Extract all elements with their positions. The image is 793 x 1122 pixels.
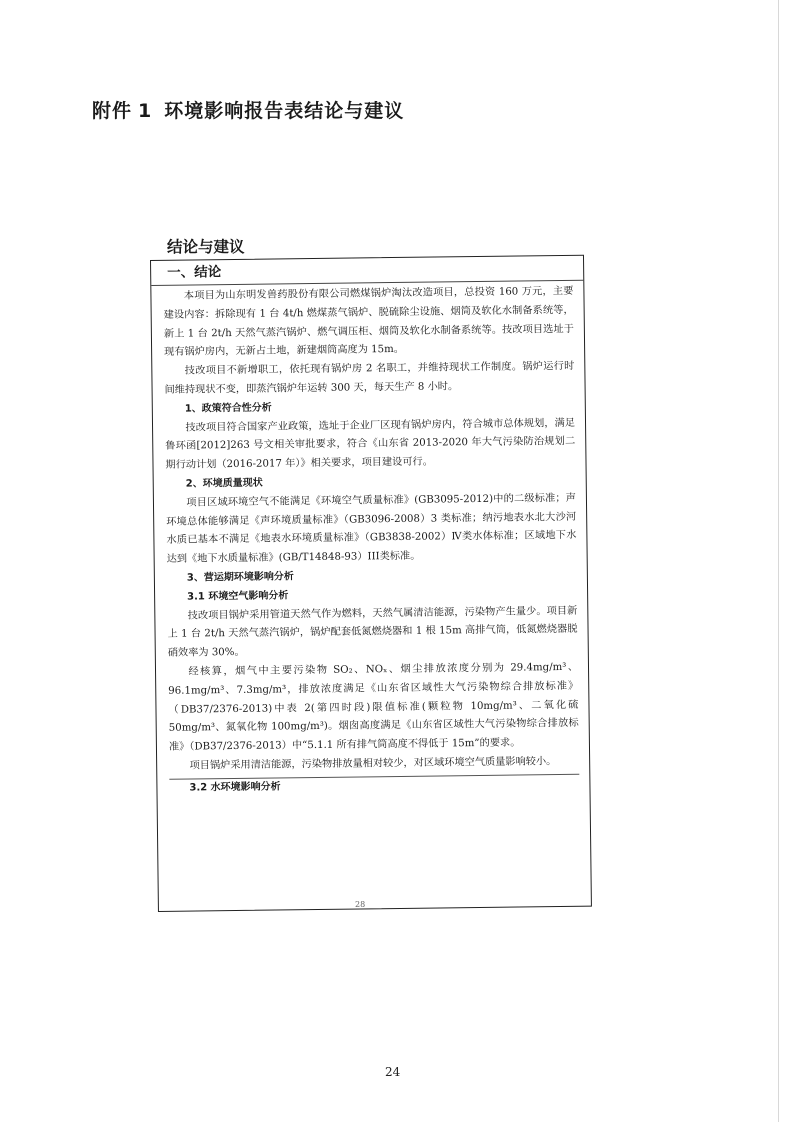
paragraph: 技改项目锅炉采用管道天然气作为燃料，天然气属清洁能源，污染物产生量少。项目新上 1 台 2t/h 天然气蒸汽锅炉，锅炉配套低氮燃烧器和 1 根 15m 高排气筒，低氮燃烧器脱硝效率为 30%。: [167, 605, 578, 659]
conclusion-box-header: 一、结论: [151, 256, 583, 286]
policy-heading: 1、政策符合性分析: [184, 402, 272, 415]
section-heading: 结论与建议: [167, 238, 245, 256]
quality-heading: 2、环境质量现状: [185, 477, 263, 490]
paragraph: 项目锅炉采用清洁能源，污染物排放量相对较少，对区域环境空气质量影响较小。: [189, 755, 557, 772]
attachment-title-text: 环境影响报告表结论与建议: [164, 100, 405, 122]
paragraph: 技改项目不新增职工，依托现有锅炉房 2 名职工，并维持现状工作制度。锅炉运行时间维持现状不变，即蒸汽锅炉年运转 300 天，每天生产 8 小时。: [164, 361, 575, 396]
paragraph: 本项目为山东明发兽药股份有限公司燃煤锅炉淘汰改造项目，总投资 160 万元，主要建设内容：拆除现有 1 台 4t/h 燃煤蒸气锅炉、脱硫除尘设施、烟筒及软化水制备系统等，新上 1 台 2t/h 天然气蒸汽锅炉、燃气调压柜、烟筒及软化水制备系统等。技改项目选址于现有锅炉房内，无新占土地，新建烟筒高度为 15m。: [163, 285, 574, 359]
conclusion-box: [150, 255, 592, 912]
paragraph: 项目区域环境空气不能满足《环境空气质量标准》(GB3095-2012)中的二级标准；声环境总体能够满足《声环境质量标准》（GB3096-2008）3 类标准；纳污地表水北大沙河水质已基本不满足《地表水环境质量标准》（GB3838-2002）Ⅳ类水体标准；区域地下水达到《地下水质量标准》(GB/T14848-93）III类标准。: [166, 492, 577, 565]
conclusion-box-content: [151, 281, 589, 799]
attachment-number: 1: [138, 100, 153, 122]
scan-edge-line: [778, 0, 779, 1122]
water-heading: 3.2 水环境影响分析: [169, 774, 579, 799]
paragraph: 技改项目符合国家产业政策，选址于企业厂区现有锅炉房内，符合城市总体规划，满足鲁环函[2012]263 号文相关审批要求，符合《山东省 2013-2020 年大气污染防治规划二期行动计划（2016-2017 年）》相关要求，项目建设可行。: [165, 417, 576, 471]
attachment-prefix: 附件: [92, 100, 133, 122]
attachment-title: [92, 96, 404, 123]
paragraph: 经核算，烟气中主要污染物 SO₂、NOₓ、烟尘排放浓度分别为 29.4mg/m³、96.1mg/m³、7.3mg/m³，排放浓度满足《山东省区域性大气污染物综合排放标准》（DB37/2376-2013)中表 2(第四时段)限值标准(颗粒物 10mg/m³、二氧化硫 50mg/m³、氮氧化物 100mg/m³)。烟囱高度满足《山东省区域性大气污染物综合排放标准》（DB37/2376-2013）中“5.1.1 所有排气筒高度不得低于 15m”的要求。: [168, 661, 579, 753]
impact-heading: 3、营运期环境影响分析: [186, 571, 294, 584]
page-number: 24: [385, 1065, 401, 1079]
air-heading: 3.1 环境空气影响分析: [187, 590, 289, 603]
inner-page-number: 28: [355, 900, 366, 909]
